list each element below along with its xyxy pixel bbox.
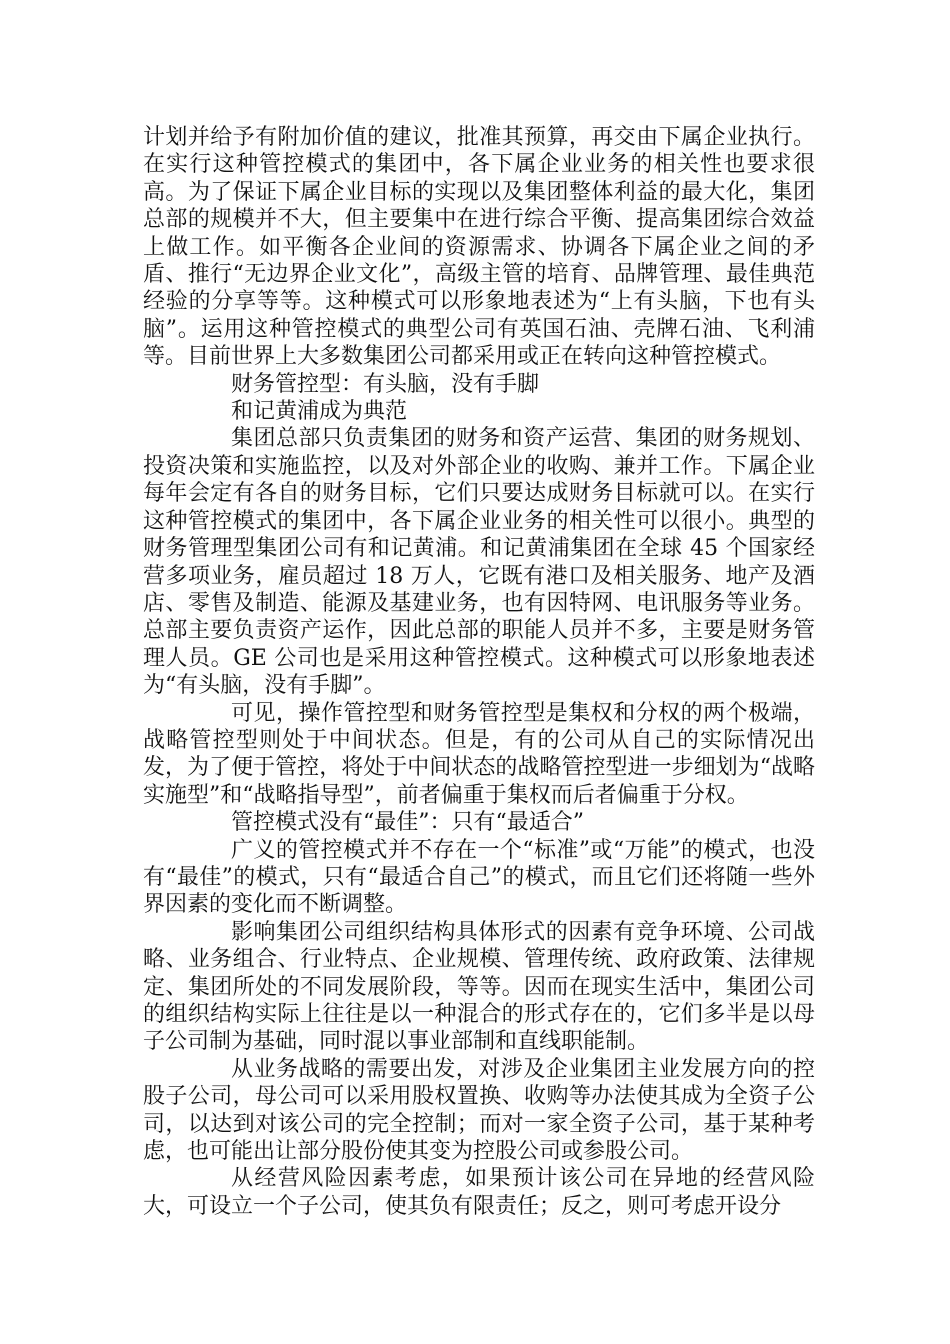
paragraph-factors: 影响集团公司组织结构具体形式的因素有竞争环境、公司战略、业务组合、行业特点、企业规模、管理传统、政府政策、法律规定、集团所处的不同发展阶段，等等。因而在现实生活中，集团公司的组织结构实际上往往是以一种混合的形式存在的，它们多半是以母子公司制为基础，同时混以事业部制和直线职能制。 [143,919,815,1055]
paragraph-comparison: 可见，操作管控型和财务管控型是集权和分权的两个极端，战略管控型则处于中间状态。但是，有的公司从自己的实际情况出发，为了便于管控，将处于中间状态的战略管控型进一步细划为“战略实施型”和“战略指导型”，前者偏重于集权而后者偏重于分权。 [143,700,815,808]
paragraph-business-strategy: 从业务战略的需要出发，对涉及企业集团主业发展方向的控股子公司，母公司可以采用股权置换、收购等办法使其成为全资子公司，以达到对该公司的完全控制；而对一家全资子公司，基于某种考虑，也可能出让部分股份使其变为控股公司或参股公司。 [143,1056,815,1165]
document-page [143,124,815,1220]
section-heading-no-best: 管控模式没有“最佳”：只有“最适合” [231,810,584,836]
paragraph-financial-control: 集团总部只负责集团的财务和资产运营、集团的财务规划、投资决策和实施监控，以及对外部企业的收购、兼并工作。下属企业每年会定有各自的财务目标，它们只要达成财务目标就可以。在实行这种管控模式的集团中，各下属企业业务的相关性可以很小。典型的财务管理型集团公司有和记黄浦。和记黄浦集团在全球 45 个国家经营多项业务，雇员超过 18 万人，它既有港口及相关服务、地产及酒店、零售及制造、能源及基建业务，也有因特网、电讯服务等业务。总部主要负责资产运作，因此总部的职能人员并不多，主要是财务管理人员。GE 公司也是采用这种管控模式。这种模式可以形象地表述为“有头脑，没有手脚”。 [143,426,815,699]
paragraph-continuation: 计划并给予有附加价值的建议，批准其预算，再交由下属企业执行。在实行这种管控模式的集团中，各下属企业业务的相关性也要求很高。为了保证下属企业目标的实现以及集团整体利益的最大化，集团总部的规模并不大，但主要集中在进行综合平衡、提高集团综合效益上做工作。如平衡各企业间的资源需求、协调各下属企业之间的矛盾、推行“无边界企业文化”，高级主管的培育、品牌管理、最佳典范经验的分享等等。这种模式可以形象地表述为“上有头脑，下也有头脑”。运用这种管控模式的典型公司有英国石油、壳牌石油、飞利浦等。目前世界上大多数集团公司都采用或正在转向这种管控模式。 [143,125,815,370]
paragraph-no-standard: 广义的管控模式并不存在一个“标准”或“万能”的模式，也没有“最佳”的模式，只有“最适合自己”的模式，而且它们还将随一些外界因素的变化而不断调整。 [143,837,815,918]
paragraph-operating-risk: 从经营风险因素考虑，如果预计该公司在异地的经营风险大，可设立一个子公司，使其负有限责任；反之，则可考虑开设分 [143,1166,815,1219]
section-subheading-hutchison: 和记黄浦成为典范 [231,399,408,425]
section-heading-financial-control: 财务管控型：有头脑，没有手脚 [231,371,540,397]
